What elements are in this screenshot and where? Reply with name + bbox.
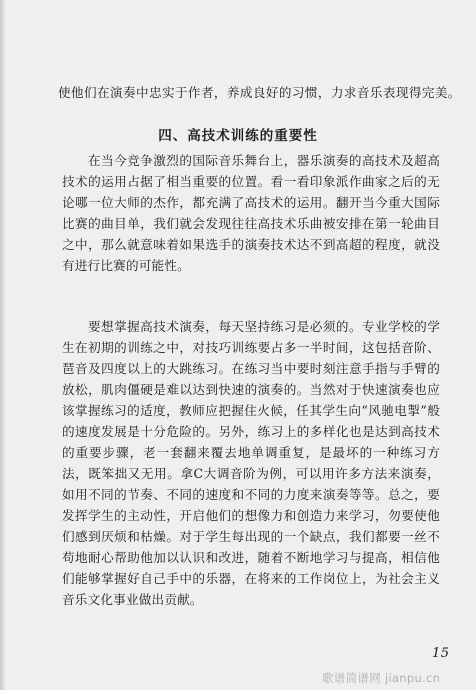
page-binding-shadow <box>0 0 6 690</box>
carry-over-line: 使他们在演奏中忠实于作者，养成良好的习惯，力求音乐表现得完美。 <box>58 85 461 100</box>
paragraph-1: 在当今竞争激烈的国际音乐舞台上，器乐演奏的高技术及超高技术的运用占据了相当重要的位置。看一看印象派作曲家之后的无论哪一位大师的杰作，都充满了高技术的运用。翻开当今重大国际比赛的曲目单，我们就会发现往往高技术乐曲被安排在第一轮曲目之中，那么就意味着如果选手的演奏技术达不到高超的程度，就没有进行比赛的可能性。 <box>62 153 440 273</box>
section-heading: 四、高技术训练的重要性 <box>158 128 318 144</box>
page-number: 15 <box>432 646 450 661</box>
site-watermark: 歌谱简谱网 jianpu.cn <box>322 671 441 685</box>
paragraph-2: 要想掌握高技术演奏，每天坚持练习是必须的。专业学校的学生在初期的训练之中，对技巧训练要占多一半时间，这包括音阶、琶音及四度以上的大跳练习。在练习当中要时刻注意手指与手臂的放松，肌肉僵硬是难以达到快速的演奏的。当然对于快速演奏也应该掌握练习的适度，教师应把握住火候，任其学生向“风驰电掣”般的速度发展是十分危险的。另外，练习上的多样化也是达到高技术的重要步骤，老一套翻来覆去地单调重复，是最坏的一种练习方法，既笨拙又无用。拿C大调音阶为例，可以用许多方法来演奏，如用不同的节奏、不同的速度和不同的力度来演奏等等。总之，要发挥学生的主动性，开启他们的想像力和创造力来学习，勿要使他们感到厌烦和枯燥。对于学生每出现的一个缺点，我们都要一丝不苟地耐心帮助他加以认识和改进，随着不断地学习与提高，相信他们能够掌握好自己手中的乐器，在将来的工作岗位上，为社会主义音乐文化事业做出贡献。 <box>62 319 440 607</box>
